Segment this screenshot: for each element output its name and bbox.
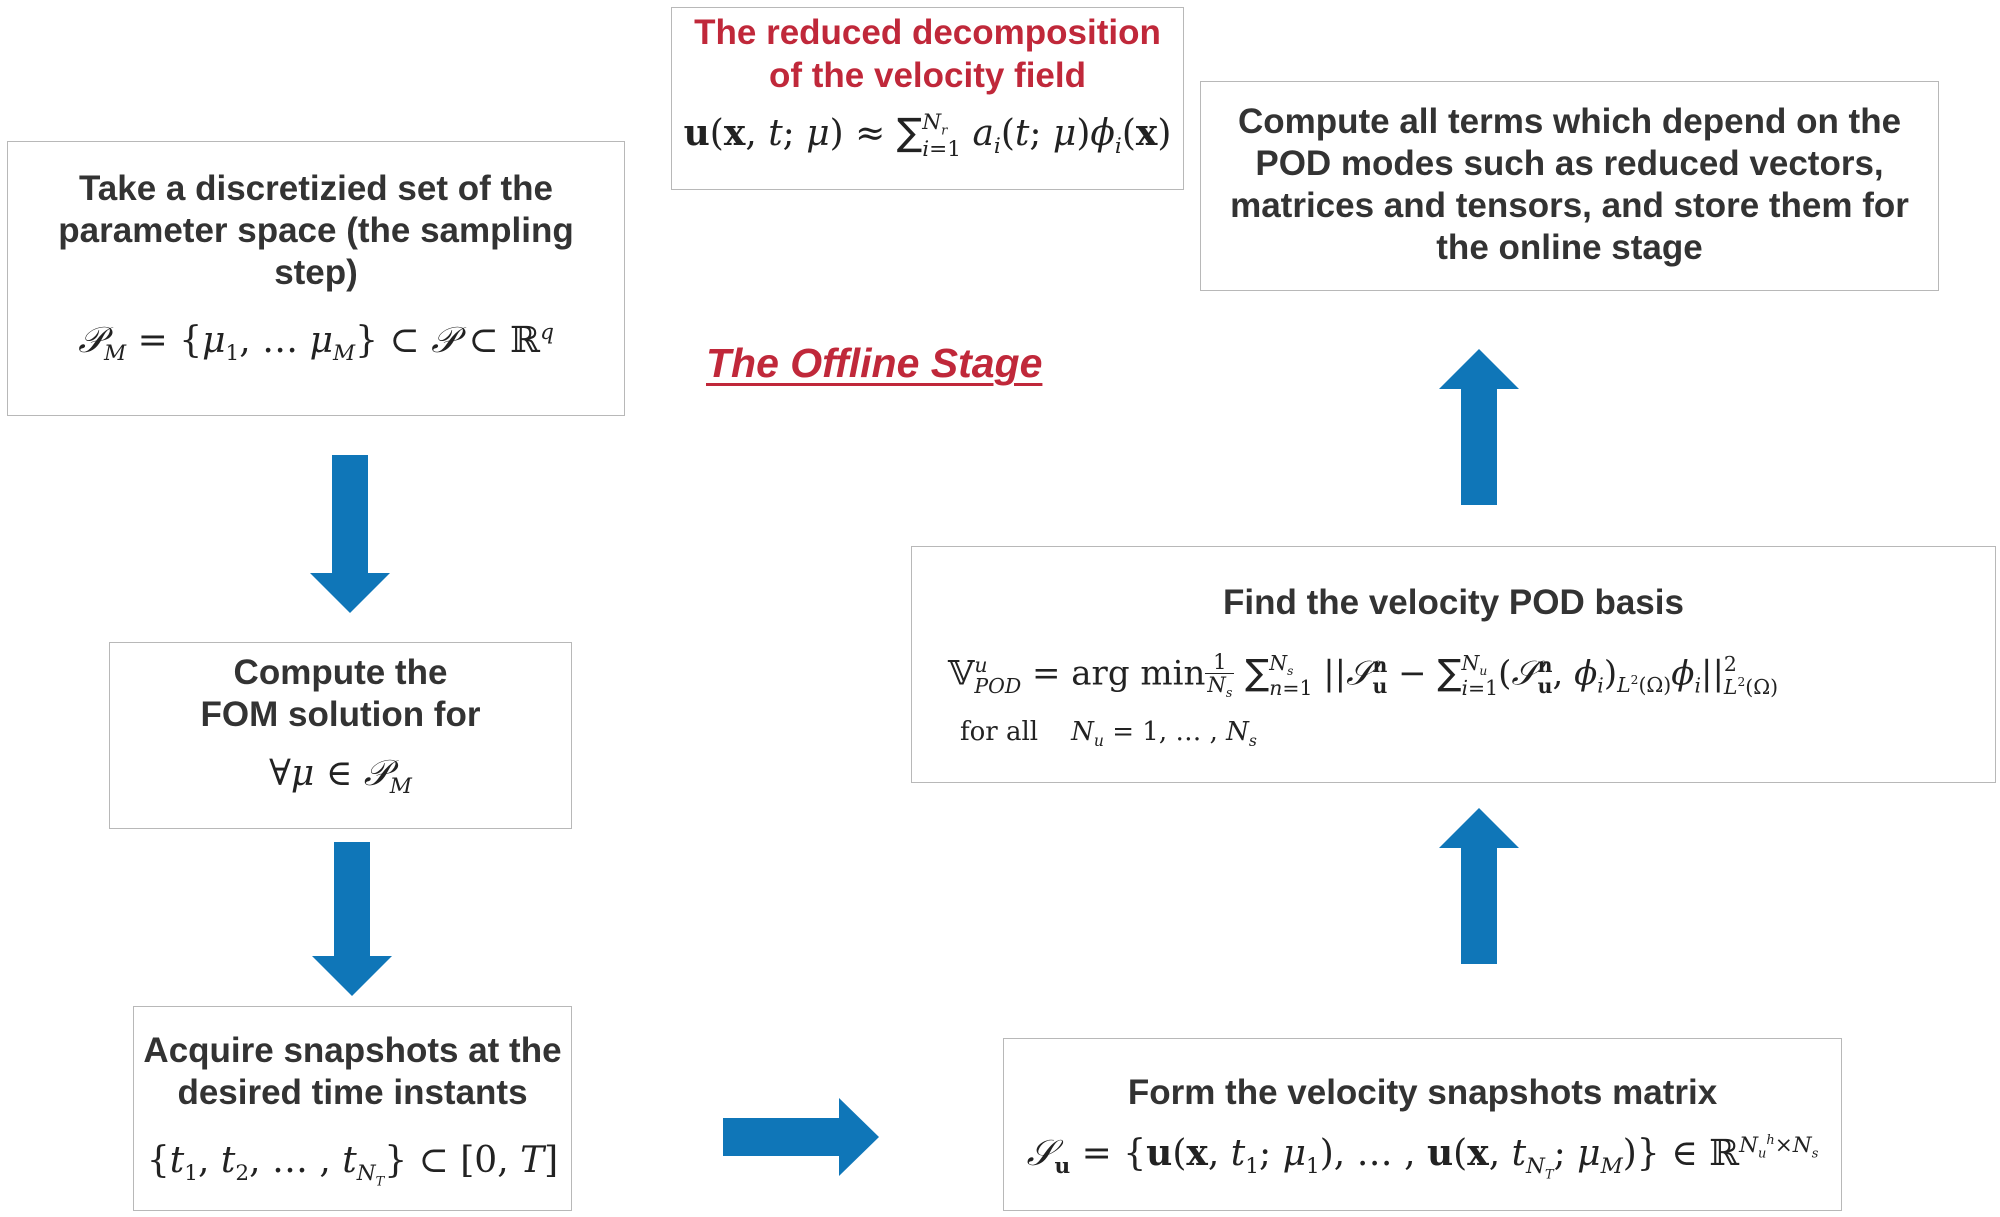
- fom-line-1: Compute the: [233, 653, 448, 692]
- snapshots-line-1: Acquire snapshots at the: [143, 1031, 562, 1070]
- snapshots-formula: {$t_1$, $t_2$, … , $t_{N_T}$} ⊂ [0, T]: [146, 1140, 559, 1190]
- arrow-down-fom-to-snapshots: [312, 842, 392, 996]
- fom-box: [109, 642, 572, 829]
- sampling-line-2: parameter space (the sampling: [58, 211, 574, 250]
- compute-terms-box: [1200, 81, 1939, 291]
- snapshots-line-2: desired time instants: [177, 1073, 528, 1112]
- sampling-box: [7, 141, 625, 416]
- arrow-right-snapshots-to-matrix: [723, 1098, 879, 1176]
- arrow-down-sampling-to-fom: [310, 455, 390, 613]
- matrix-box: [1003, 1038, 1842, 1211]
- matrix-title: Form the velocity snapshots matrix: [1127, 1073, 1718, 1112]
- decomposition-title-line-2: of the velocity field: [769, 56, 1086, 95]
- for-all-label: for all: [960, 717, 1039, 747]
- sampling-line-1: Take a discretizied set of the: [79, 169, 553, 208]
- snapshots-box: [133, 1006, 572, 1211]
- fom-line-2: FOM solution for: [200, 695, 481, 734]
- arrow-up-pod-to-compute: [1439, 349, 1519, 505]
- pod-basis-title: Find the velocity POD basis: [1223, 583, 1684, 622]
- decomposition-box: [671, 7, 1184, 190]
- decomposition-formula: u(x, t; μ) ≈ ∑ $N_r$ i=1 $a_i(t$; $\mu)\phi_i(x)$: [683, 109, 1172, 162]
- compute-terms-line-1: Compute all terms which depend on the: [1237, 102, 1902, 141]
- matrix-formula: 𝒮$_u$ = {u(x, $t_1$; $\mu_1$), … , u(x, $t_{N_T}$; $\mu_M$)} ∈ ℝ$^{N_u^h\times N_s}$: [1026, 1132, 1819, 1183]
- compute-terms-line-2: POD modes such as reduced vectors,: [1255, 144, 1884, 183]
- fom-formula: ∀μ ∈ 𝒫$_M$: [269, 753, 412, 800]
- pod-basis-box: [911, 546, 1996, 783]
- compute-terms-line-3: matrices and tensors, and store them for: [1230, 186, 1909, 225]
- offline-stage-title: The Offline Stage: [706, 340, 1043, 386]
- decomposition-title-line-1: The reduced decomposition: [694, 13, 1161, 52]
- sampling-line-3: step): [274, 253, 358, 292]
- sampling-formula: 𝒫$_M$ = {$\mu_1$, … $\mu_M$} ⊂ 𝒫 ⊂ ℝ$^q$: [78, 320, 554, 367]
- pod-basis-formula: 𝕍 u POD = arg min $\frac{1}{N_s}$ ∑ $N_s$ n=1 ||𝒮 n u − ∑ $N_u$ i=1 (𝒮 n u , $\phi_i)_{L^2(\Omega)}\phi_i||$ 2 $L^2(\Omega)$: [948, 649, 1779, 701]
- pod-basis-for-all: for all $N_u = 1$, … , $N_s$: [960, 717, 1257, 751]
- arrow-up-matrix-to-pod: [1439, 808, 1519, 964]
- compute-terms-line-4: the online stage: [1436, 228, 1703, 267]
